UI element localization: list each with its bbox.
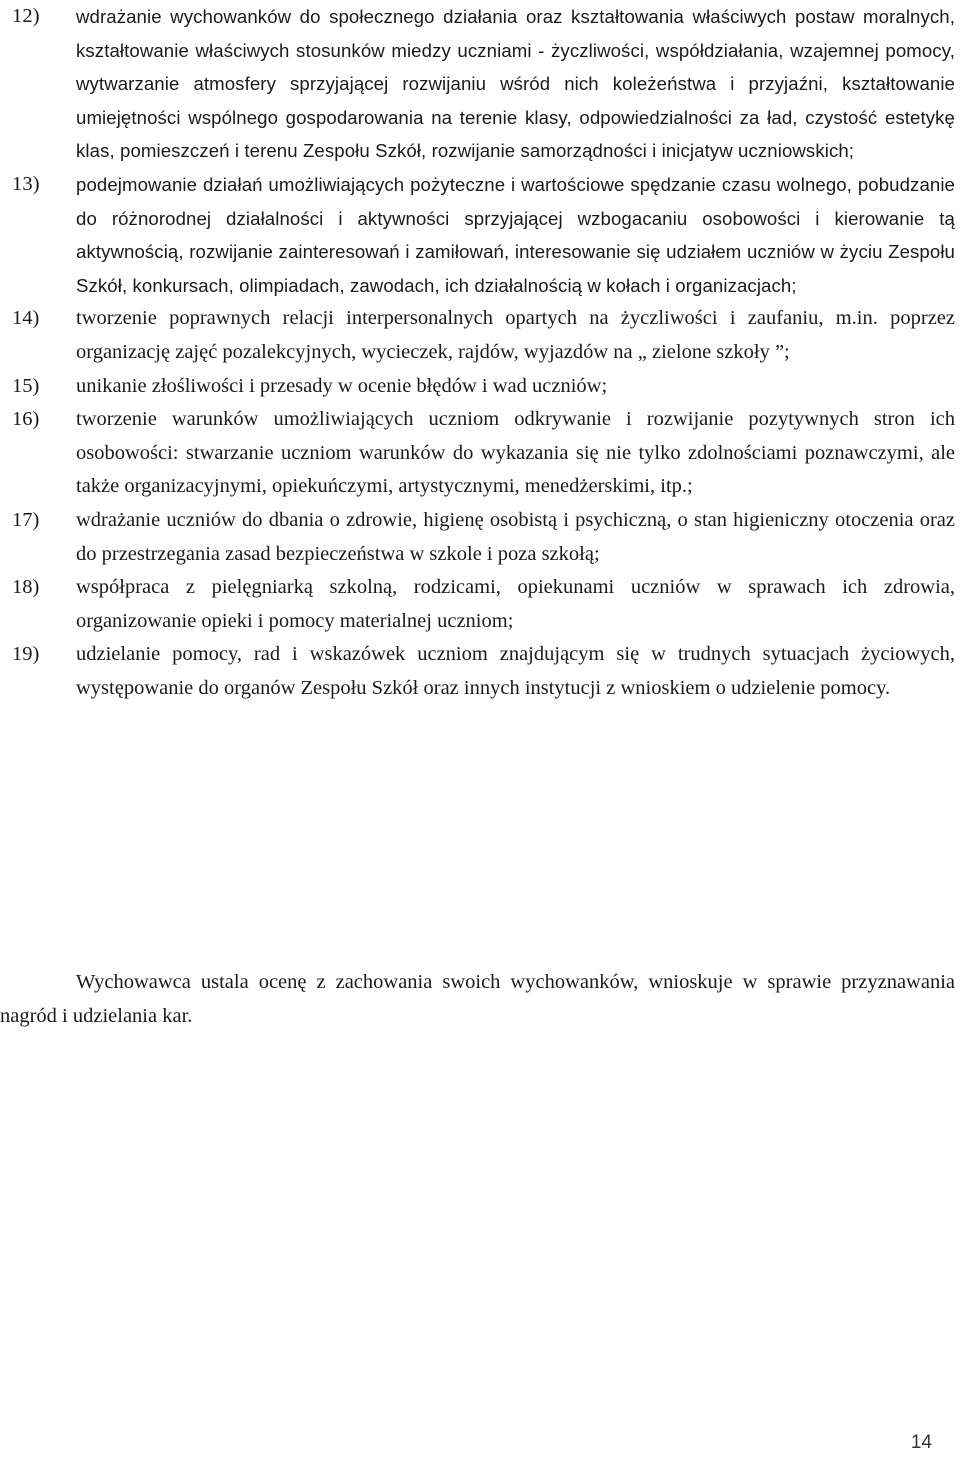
item-number: 15) — [12, 374, 40, 397]
closing-paragraph: Wychowawca ustala ocenę z zachowania swoich wychowanków, wnioskuje w sprawie przyznawania nagród i udzielania kar. — [0, 971, 955, 1027]
page-number: 14 — [910, 1432, 932, 1453]
item-text: tworzenie poprawnych relacji interpersonalnych opartych na życzliwości i zaufaniu, m.in. poprzez organizację zajęć pozalekcyjnych, wycieczek, rajdów, wyjazdów na „ zielone szkoły ”; — [76, 307, 955, 363]
item-text: podejmowanie działań umożliwiających pożyteczne i wartościowe spędzanie czasu wolnego, pobudzanie do różnorodnej działalności i aktywności sprzyjającej wzbogacaniu osobowości i kierowanie tą aktywnością, rozwijanie zainteresowań i zamiłowań, interesowanie się udziałem uczniów w życiu Zespołu Szkół, konkursach, olimpiadach, zawodach, ich działalnością w kołach i organizacjach; — [76, 173, 955, 296]
item-number: 17) — [12, 508, 40, 531]
list-item — [0, 168, 955, 302]
item-text: udzielanie pomocy, rad i wskazówek uczniom znajdującym się w trudnych sytuacjach życiowych, występowanie do organów Zespołu Szkół oraz innych instytucji z wnioskiem o udzielenie pomocy. — [76, 643, 955, 699]
item-number: 16) — [12, 408, 40, 431]
list-item — [0, 504, 955, 571]
item-text: wdrażanie wychowanków do społecznego działania oraz kształtowania właściwych postaw moralnych, kształtowanie właściwych stosunków miedzy uczniami - życzliwości, współdziałania, wzajemnej pomocy, wytwarzanie atmosfery sprzyjającej rozwijaniu wśród nich koleżeństwa i przyjaźni, kształtowanie umiejętności wspólnego gospodarowania na terenie klasy, odpowiedzialności za ład, czystość estetykę klas, pomieszczeń i terenu Zespołu Szkół, rozwijanie samorządności i inicjatyw uczniowskich; — [76, 6, 955, 162]
numbered-list — [0, 0, 955, 705]
list-item — [0, 302, 955, 369]
item-number: 13) — [12, 172, 40, 195]
list-item — [0, 571, 955, 638]
item-text: współpraca z pielęgniarką szkolną, rodzicami, opiekunami uczniów w sprawach ich zdrowia, organizowanie opieki i pomocy materialnej uczniom; — [76, 576, 955, 632]
item-number: 18) — [12, 576, 40, 599]
item-text: unikanie złośliwości i przesady w ocenie błędów i wad uczniów; — [76, 374, 608, 397]
list-item — [0, 370, 955, 404]
item-text: wdrażanie uczniów do dbania o zdrowie, higienę osobistą i psychiczną, o stan higieniczny otoczenia oraz do przestrzegania zasad bezpieczeństwa w szkole i poza szkołą; — [76, 508, 955, 565]
item-text: tworzenie warunków umożliwiających uczniom odkrywanie i rozwijanie pozytywnych stron ich osobowości: stwarzanie uczniom warunków do wykazania się nie tylko zdolnościami poznawczymi, ale także organizacyjnymi, opiekuńczymi, artystycznymi, menedżerskimi, itp.; — [76, 408, 955, 498]
list-item — [0, 403, 955, 504]
list-item — [0, 638, 955, 705]
item-number: 14) — [12, 307, 40, 330]
item-number: 12) — [12, 5, 40, 27]
list-item — [0, 0, 955, 168]
item-number: 19) — [12, 643, 40, 666]
